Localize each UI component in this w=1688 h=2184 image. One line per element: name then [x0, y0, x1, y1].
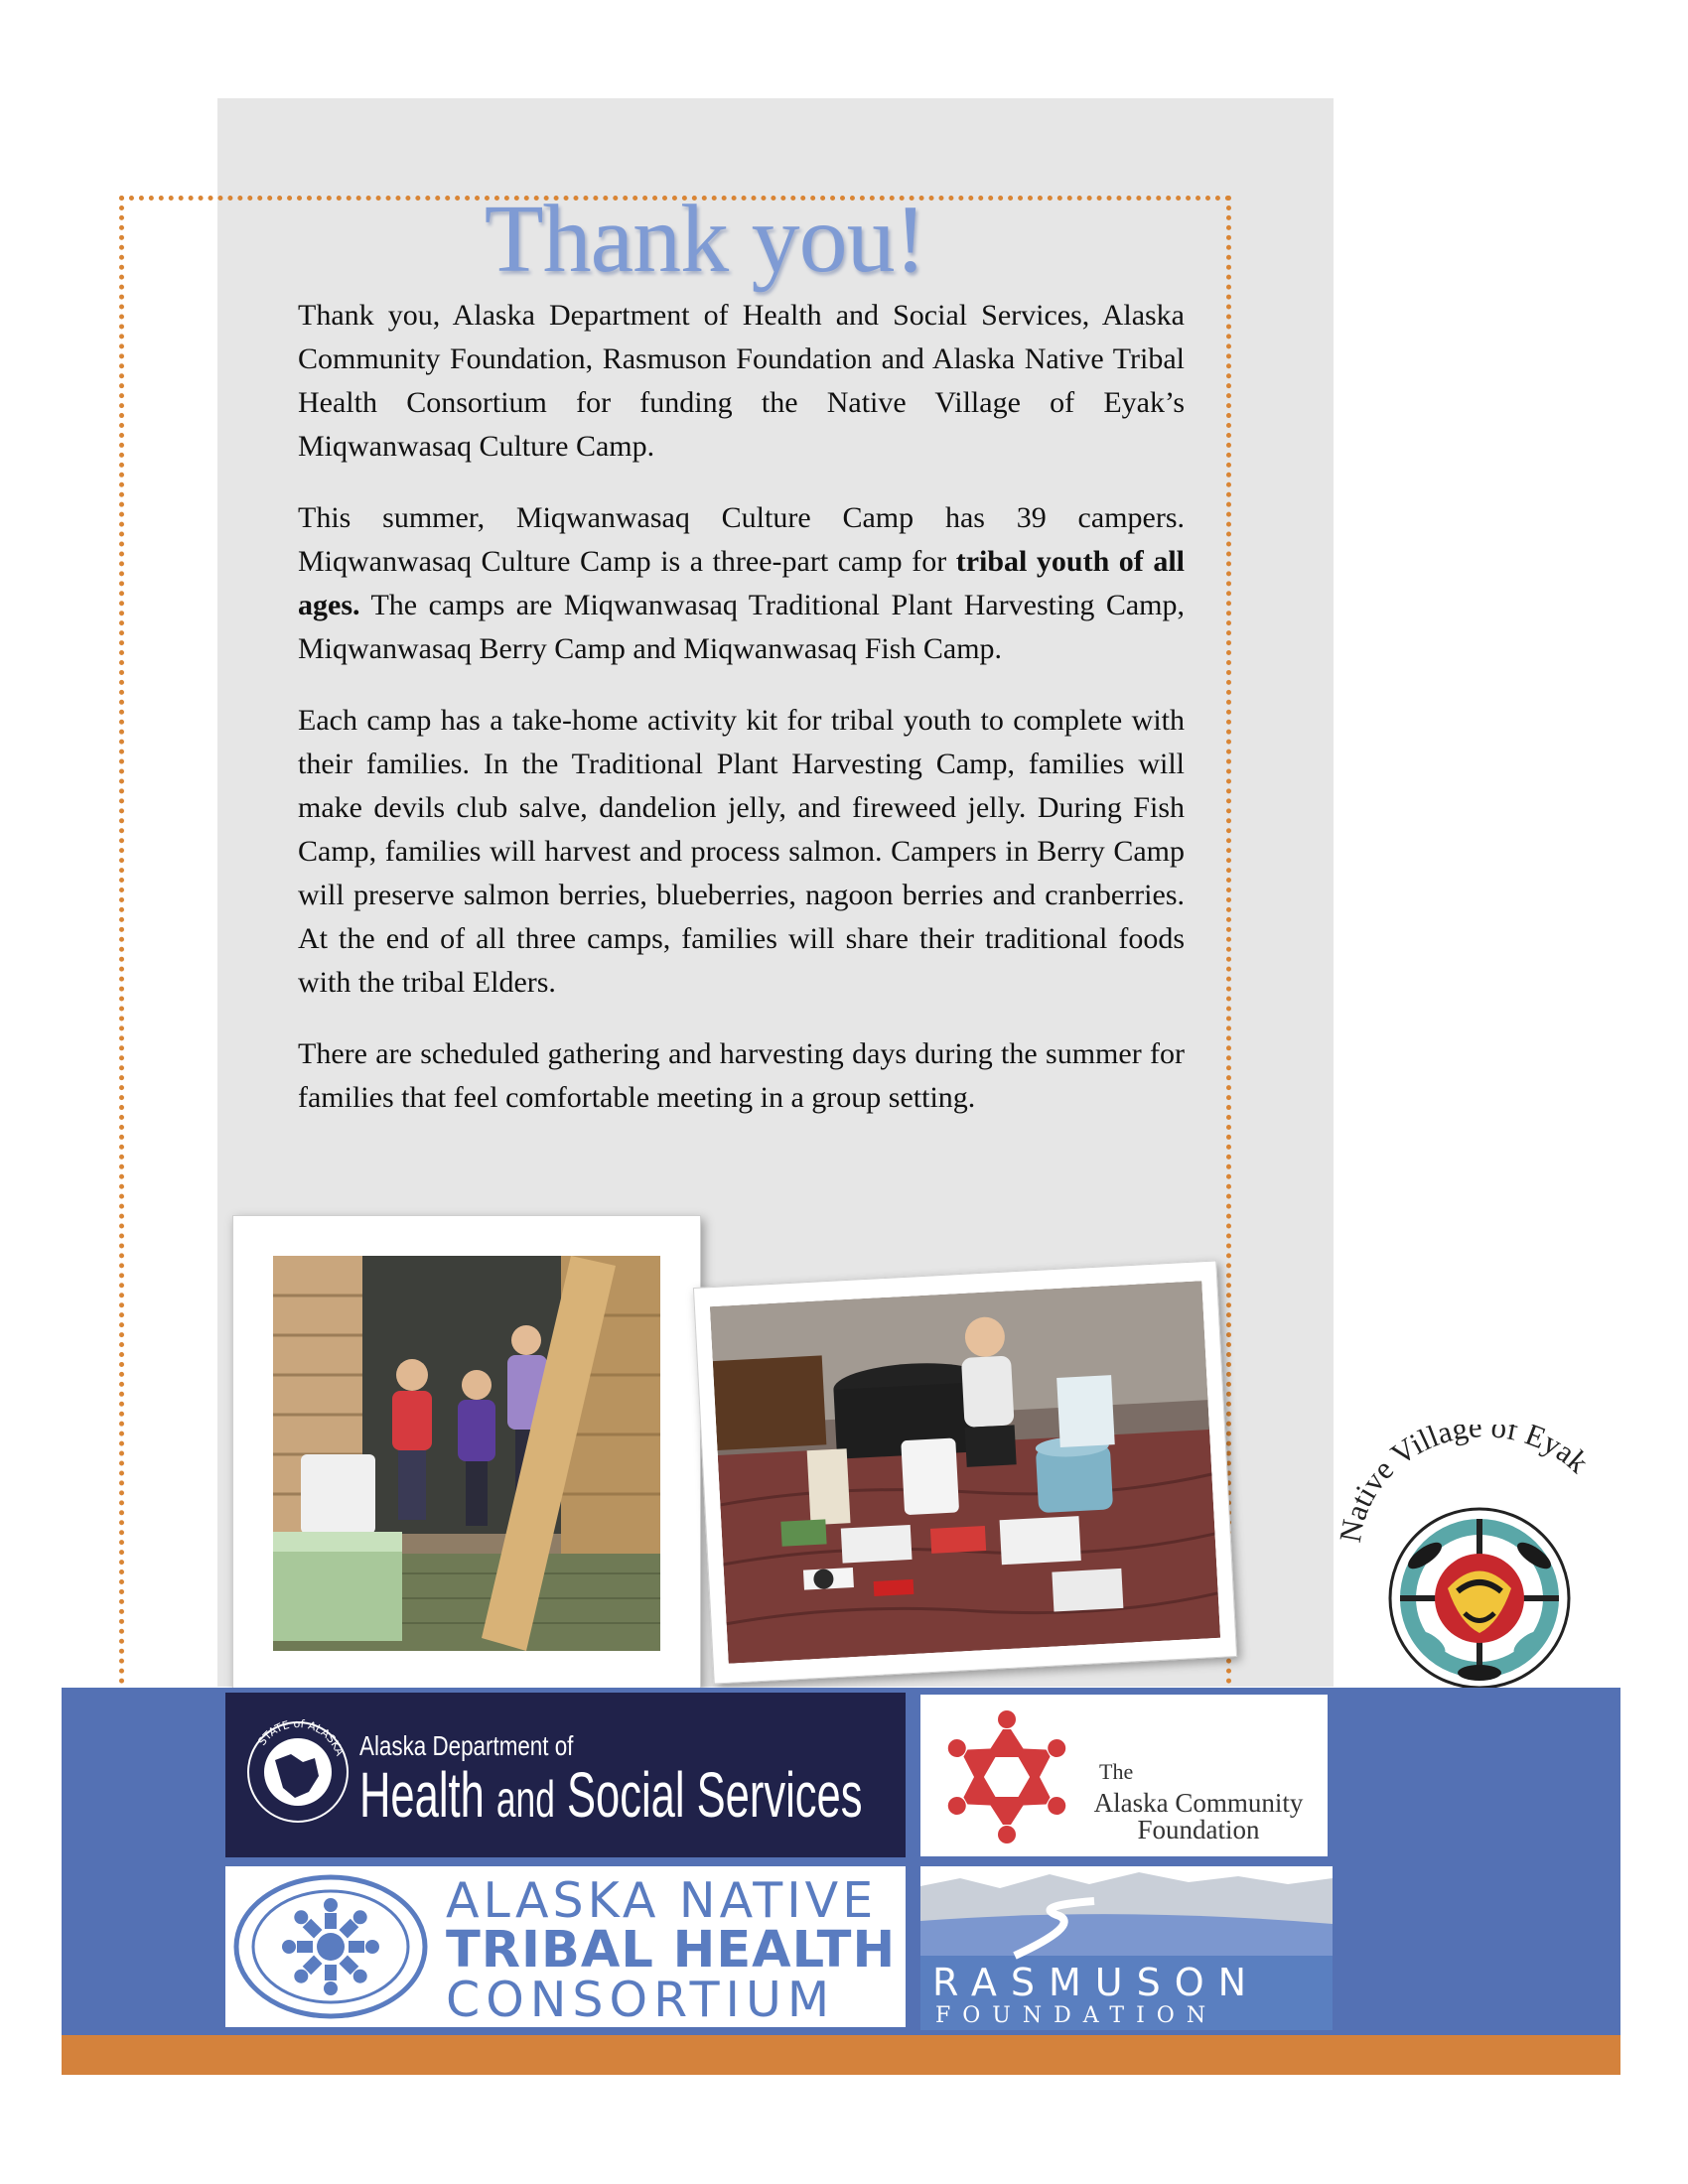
dhss-line2: Health and Social Services [359, 1759, 863, 1831]
photo-camper-activity-kit [693, 1260, 1237, 1684]
rasmuson-foundation-logo [920, 1866, 1333, 2030]
article-body [298, 294, 1185, 1148]
svg-text:STATE of ALASKA: STATE of ALASKA [255, 1716, 347, 1758]
page-title: Thank you! [484, 186, 926, 293]
rasmuson-line1: RASMUSON [932, 1961, 1261, 2004]
svg-text:Native Village of Eyak: Native Village of Eyak [1332, 1425, 1596, 1546]
akcf-the: The [1099, 1759, 1134, 1784]
rasmuson-line2: FOUNDATION [935, 2003, 1218, 2028]
dhss-line1: Alaska Department of [359, 1730, 574, 1761]
anthc-logo: ALASKA NATIVE TRIBAL HEALTH CONSORTIUM [225, 1866, 906, 2027]
paragraph-activity-kits: Each camp has a take-home activity kit for tribal youth to complete with their families. In the Traditional Plant Harvesting Camp, families will make devils club salve, dandelion jelly, and fireweed jelly. During Fish Camp, families will harvest and process salmon. Campers in Berry Camp will preserve salmon berries, blueberries, nagoon berries and cranberries. At the end of all three camps, families will share their traditional foods with the tribal Elders. [298, 704, 1185, 999]
paragraph-thanks: Thank you, Alaska Department of Health and Social Services, Alaska Community Foundation, Rasmuson Foundation and Alaska Native Tribal Health Consortium for funding the Native Village of Eyak’s Miqwanwasaq Culture Camp. [298, 299, 1185, 463]
emphasis-tribal-youth: tribal youth of all ages. [298, 545, 1185, 621]
photo-campers-doorway [232, 1215, 701, 1689]
paragraph-camp-overview: This summer, Miqwanwasaq Culture Camp has 39 campers. Miqwanwasaq Culture Camp is a three-part camp for tribal youth of all ages. The camps are Miqwanwasaq Traditional Plant Harvesting Camp, Miqwanwasaq Berry Camp and Miqwanwasaq Fish Camp. [298, 501, 1185, 665]
native-village-of-eyak-logo [1331, 1425, 1628, 1698]
footer-band [62, 2035, 1620, 2075]
dhss-logo [225, 1693, 906, 1857]
alaska-community-foundation-logo [920, 1695, 1328, 1856]
akcf-name: Alaska Community Foundation [1093, 1788, 1304, 1844]
paragraph-gathering-days: There are scheduled gathering and harvesting days during the summer for families that feel comfortable meeting in a group setting. [298, 1037, 1185, 1114]
